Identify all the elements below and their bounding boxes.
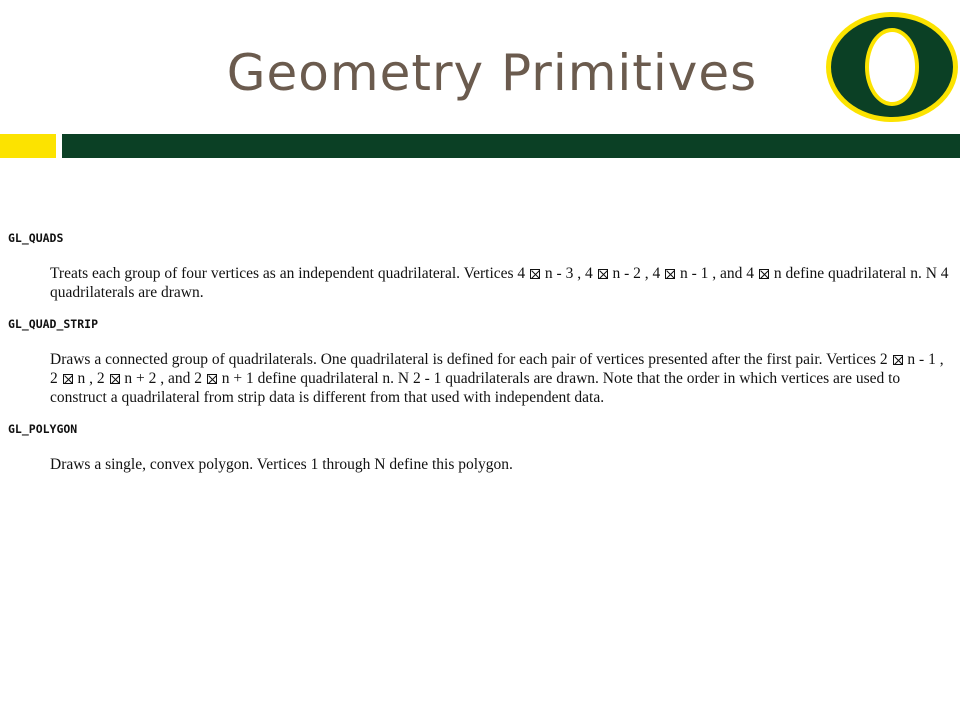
missing-glyph-icon	[893, 355, 903, 365]
missing-glyph-icon	[110, 374, 120, 384]
desc-gl-quad-strip	[50, 350, 952, 407]
missing-glyph-icon	[665, 269, 675, 279]
accent-bar-yellow	[0, 134, 56, 158]
desc-text: Treats each group of four vertices as an independent quadrilateral. Vertices 4	[50, 265, 526, 282]
term-gl-polygon: GL_POLYGON	[8, 422, 78, 436]
desc-text: n - 1 , and 4	[680, 265, 755, 282]
term-gl-quad-strip: GL_QUAD_STRIP	[8, 317, 99, 331]
missing-glyph-icon	[63, 374, 73, 384]
desc-text: Draws a single, convex polygon. Vertices 1 through N define this polygon.	[50, 456, 513, 473]
desc-text: n - 1 , 2	[50, 351, 944, 387]
missing-glyph-icon	[207, 374, 217, 384]
desc-text: Draws a connected group of quadrilaterals. One quadrilateral is defined for each pair of vertices presented after the first pair. Vertices 2	[50, 351, 888, 368]
desc-text: n + 2 , and 2	[124, 370, 202, 387]
term-gl-quads: GL_QUADS	[8, 231, 64, 245]
oregon-o-logo-icon	[824, 10, 960, 124]
definition-list	[8, 230, 952, 474]
missing-glyph-icon	[759, 269, 769, 279]
desc-gl-polygon	[50, 455, 952, 474]
accent-bar-green	[62, 134, 960, 158]
missing-glyph-icon	[598, 269, 608, 279]
desc-text: n - 3 , 4	[544, 265, 593, 282]
missing-glyph-icon	[530, 269, 540, 279]
slide-title: Geometry Primitives	[226, 44, 758, 102]
desc-text: n define quadrilateral n. N 4 quadrilaterals are drawn.	[50, 265, 949, 301]
desc-gl-quads	[50, 264, 952, 302]
desc-text: n , 2	[77, 370, 105, 387]
desc-text: n - 2 , 4	[612, 265, 661, 282]
desc-text: n + 1 define quadrilateral n. N 2 - 1 quadrilaterals are drawn. Note that the order in which vertices are used to construct a quadrilateral from strip data is different from that used with independent data.	[50, 370, 901, 406]
